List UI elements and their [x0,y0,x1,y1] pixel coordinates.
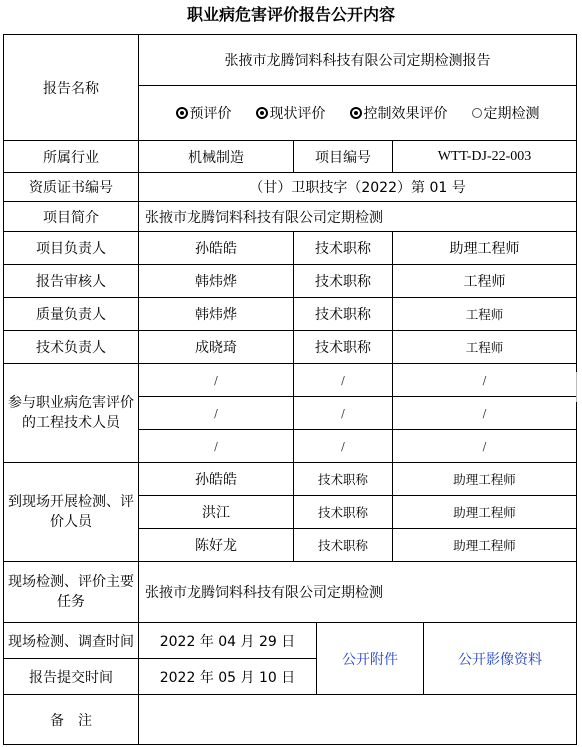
cert-label: 资质证书编号 [4,173,139,202]
staff-title: 工程师 [393,298,577,331]
intro-label: 项目简介 [4,202,139,232]
radio-filled-icon [350,107,362,119]
option-label: 定期检测 [483,106,540,122]
survey-time-value: 2022 年 04 月 29 日 [139,623,317,659]
survey-time-label: 现场检测、调查时间 [4,623,139,659]
engineer-cell: / [393,397,577,430]
intro-value: 张掖市龙腾饲料科技有限公司定期检测 [139,202,577,232]
staff-role: 技术负责人 [4,331,139,364]
option-status-evaluation[interactable] [256,103,326,123]
engineers-label: 参与职业病危害评价的工程技术人员 [4,364,139,463]
table-row [4,463,577,496]
staff-title-label: 技术职称 [294,232,393,265]
remarks-value [139,695,577,745]
staff-name: 韩炜烨 [139,298,294,331]
staff-role: 报告审核人 [4,265,139,298]
disclosure-table [3,34,577,745]
main-task-value: 张掖市龙腾饲料科技有限公司定期检测 [139,562,577,623]
report-name-label: 报告名称 [4,35,139,141]
table-row [4,265,577,298]
radio-empty-icon [472,108,482,118]
main-task-label: 现场检测、评价主要任务 [4,562,139,623]
report-name-value: 张掖市龙腾饲料科技有限公司定期检测报告 [139,35,577,86]
industry-label: 所属行业 [4,141,139,173]
onsite-label: 到现场开展检测、评价人员 [4,463,139,562]
radio-filled-icon [176,107,188,119]
onsite-title: 助理工程师 [393,496,577,529]
option-label: 现状评价 [269,106,326,122]
staff-name: 成晓琦 [139,331,294,364]
engineer-cell: / [294,430,393,463]
option-control-effect-evaluation[interactable] [350,103,448,123]
engineer-cell: / [139,364,294,397]
onsite-name: 陈好龙 [139,529,294,562]
onsite-title-label: 技术职称 [294,529,393,562]
staff-name: 韩炜烨 [139,265,294,298]
staff-role: 项目负责人 [4,232,139,265]
onsite-title-label: 技术职称 [294,496,393,529]
public-media-link[interactable]: 公开影像资料 [424,623,577,695]
engineer-cell: / [294,397,393,430]
option-label: 预评价 [189,106,232,122]
onsite-name: 洪江 [139,496,294,529]
option-label: 控制效果评价 [363,106,448,122]
option-pre-evaluation[interactable] [176,103,232,123]
submit-time-label: 报告提交时间 [4,659,139,695]
project-no-value: WTT-DJ-22-003 [393,141,577,173]
onsite-title-label: 技术职称 [294,463,393,496]
engineer-cell: / [393,364,577,397]
staff-title: 助理工程师 [393,232,577,265]
staff-title: 工程师 [393,331,577,364]
radio-filled-icon [256,107,268,119]
staff-title-label: 技术职称 [294,265,393,298]
staff-title-label: 技术职称 [294,331,393,364]
public-attachment-link[interactable]: 公开附件 [317,623,424,695]
engineer-cell: / [139,430,294,463]
page-title: 职业病危害评价报告公开内容 [186,5,395,24]
staff-name: 孙皓皓 [139,232,294,265]
engineer-cell: / [139,397,294,430]
onsite-title: 助理工程师 [393,529,577,562]
engineer-cell: / [393,430,577,463]
table-row [4,364,577,397]
onsite-name: 孙皓皓 [139,463,294,496]
option-periodic-testing[interactable] [472,103,540,123]
project-no-label: 项目编号 [294,141,393,173]
staff-role: 质量负责人 [4,298,139,331]
staff-title-label: 技术职称 [294,298,393,331]
engineer-cell: / [294,364,393,397]
evaluation-type-options [139,86,577,141]
cert-value: （甘）卫职技字（2022）第 01 号 [139,173,577,202]
table-row [4,298,577,331]
submit-time-value: 2022 年 05 月 10 日 [139,659,317,695]
remarks-label: 备 注 [4,695,139,745]
scrollbar-edge[interactable] [576,372,582,402]
onsite-title: 助理工程师 [393,463,577,496]
table-row [4,232,577,265]
industry-value: 机械制造 [139,141,294,173]
table-row [4,331,577,364]
staff-title: 工程师 [393,265,577,298]
